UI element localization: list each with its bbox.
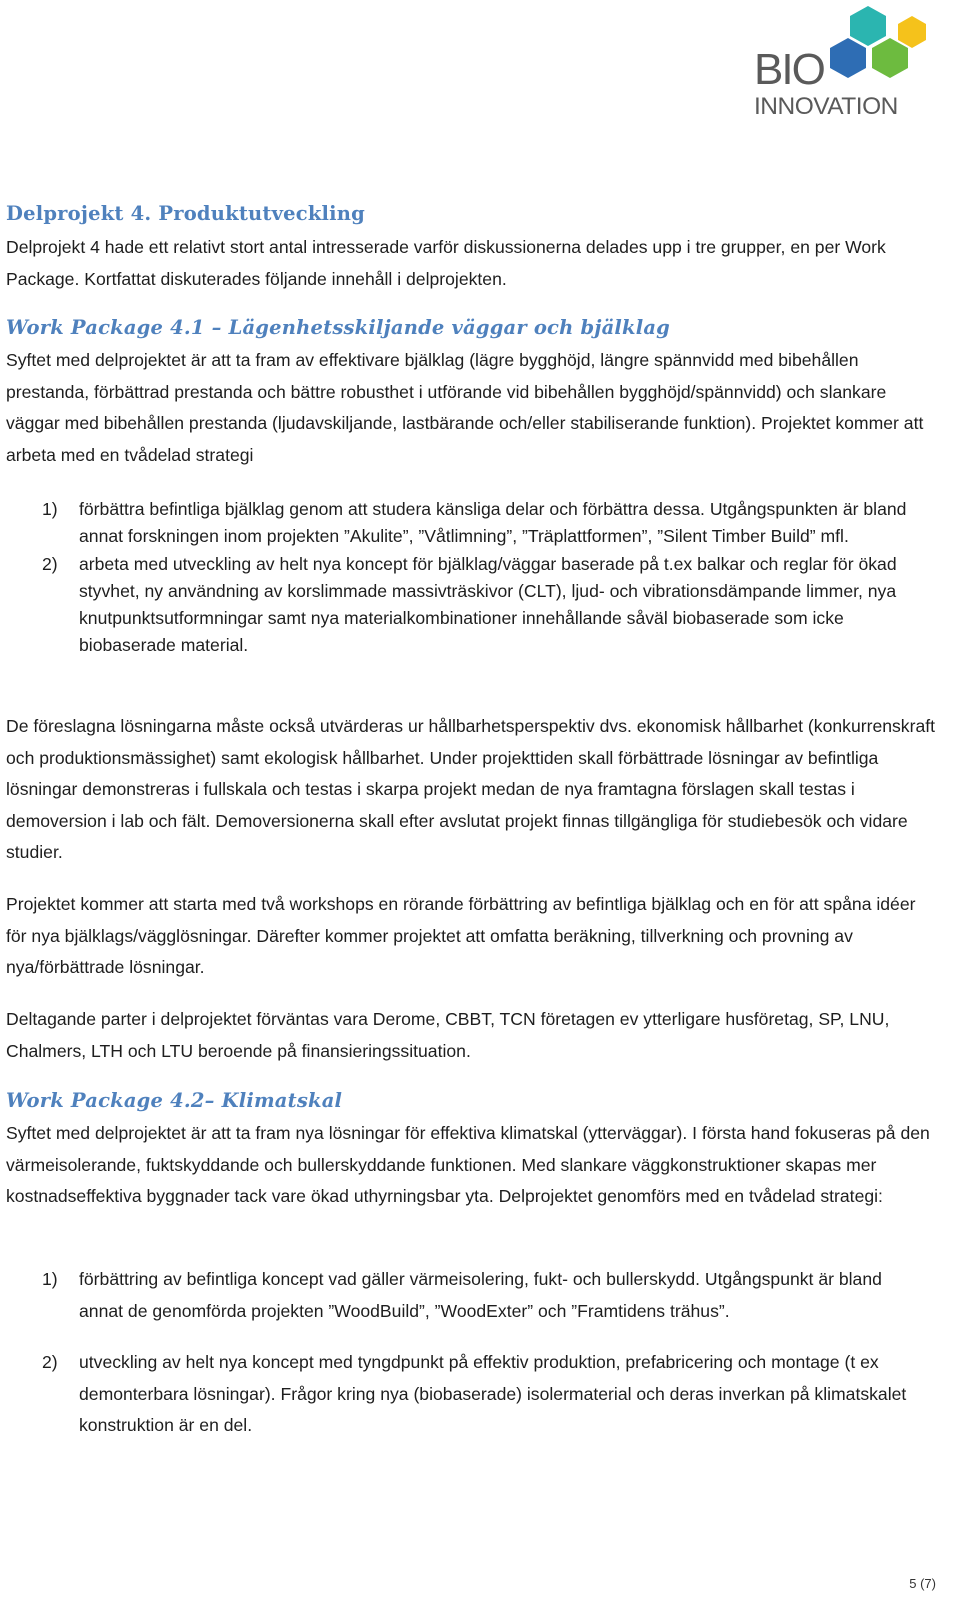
wp1-paragraph-1: Syftet med delprojektet är att ta fram av effektivare bjälklag (lägre bygghöjd, längre spännvidd med bibehållen prestanda, förbättrad prestanda och bättre robusthet i utförande vid bibehållen bygghöjd/spännvidd) och slankare väggar med bibehållen prestanda (ljudavskiljande, lastbärande och/eller stabiliserande funktion). Projektet kommer att arbeta med en tvådelad strategi (6, 350, 924, 465)
logo-hexagon-yellow (898, 16, 926, 48)
wp2-strategy-list (42, 1264, 922, 1442)
list-number: 1) (42, 1269, 58, 1289)
wp1-list-item-2 (42, 551, 922, 660)
wp2-list-item-1 (42, 1264, 922, 1327)
wp1-paragraph-4: Deltagande parter i delprojektet förväntas vara Derome, CBBT, TCN företagen ev ytterligare husföretag, SP, LNU, Chalmers, LTH och LTU beroende på finansieringssituation. (6, 1009, 890, 1061)
intro-paragraph: Delprojekt 4 hade ett relativt stort antal intresserade varför diskussionerna delades upp i tre grupper, en per Work Package. Kortfattat diskuterades följande innehåll i delprojekten. (6, 237, 886, 289)
section-heading: Delprojekt 4. Produktutveckling (6, 202, 365, 225)
wp2-paragraph-1: Syftet med delprojektet är att ta fram nya lösningar för effektiva klimatskal (ytterväggar). I första hand fokuseras på den värmeisolerande, fuktskyddande och bullerskyddande funktionen. Med slankare väggkonstruktioner skapas mer kostnadseffektiva byggnader tack vare ökad uthyrningsbar yta. Delprojektet genomförs med en tvådelad strategi: (6, 1123, 930, 1207)
wp1-heading: Work Package 4.1 – Lägenhetsskiljande väggar och bjälklag (6, 316, 671, 339)
wp2-list-item-2 (42, 1347, 922, 1442)
page-number: 5 (7) (909, 1576, 936, 1591)
list-number: 2) (42, 1352, 58, 1372)
bio-innovation-logo (752, 4, 938, 122)
list-text: utveckling av helt nya koncept med tyngdpunkt på effektiv produktion, prefabricering och montage (t ex demonterbara lösningar). Frågor kring nya (biobaserade) isolermaterial och deras inverkan på klimatskalet konstruktion är en del. (79, 1352, 907, 1435)
wp1-paragraph-3: Projektet kommer att starta med två workshops en rörande förbättring av befintliga bjälklag och en för att spåna idéer för nya bjälklags/vägglösningar. Därefter kommer projektet att omfatta beräkning, tillverkning och provning av nya/förbättrade lösningar. (6, 894, 916, 978)
list-text: förbättra befintliga bjälklag genom att studera känsliga delar och förbättra dessa. Utgångspunkten är bland annat forskningen inom projekten ”Akulite”, ”Våtlimning”, ”Träplattformen”, ”Silent Timber Build” mfl. (79, 499, 907, 547)
logo-hexagon-green (872, 38, 908, 78)
wp1-list-item-1 (42, 496, 922, 551)
list-number: 1) (42, 499, 58, 519)
wp1-paragraph-2: De föreslagna lösningarna måste också utvärderas ur hållbarhetsperspektiv dvs. ekonomisk hållbarhet (konkurrenskraft och produktionsmässighet) samt ekologisk hållbarhet. Under projekttiden skall förbättrade lösningar av befintliga lösningar demonstreras i fullskala och testas i skarpa projekt medan de nya framtagna förslagen skall testas i demoversion i lab och fält. Demoversionerna skall efter avslutat projekt finnas tillgängliga för studiebesök och vidare studier. (6, 716, 936, 863)
logo-text-bio: BIO (754, 45, 824, 94)
list-text: förbättring av befintliga koncept vad gäller värmeisolering, fukt- och bullerskydd. Utgångspunkt är bland annat de genomförda projekten ”WoodBuild”, ”WoodExter” och ”Framtidens trähus”. (79, 1269, 882, 1321)
list-spacer (42, 1327, 922, 1347)
wp1-strategy-list (42, 496, 922, 660)
logo-hexagon-blue (830, 38, 866, 78)
logo-text-innovation: INNOVATION (754, 93, 898, 120)
logo-hexagon-teal (850, 6, 886, 46)
wp2-heading: Work Package 4.2– Klimatskal (6, 1089, 343, 1112)
list-number: 2) (42, 553, 58, 574)
list-text: arbeta med utveckling av helt nya koncept för bjälklag/väggar baserade på t.ex balkar och reglar för ökad styvhet, ny användning av korslimmade massivträskivor (CLT), ljud- och vibrationsdämpande limmer, nya knutpunktsutformningar samt nya materialkombinationer innehållande såväl biobaserade som icke biobaserade material. (79, 553, 897, 656)
